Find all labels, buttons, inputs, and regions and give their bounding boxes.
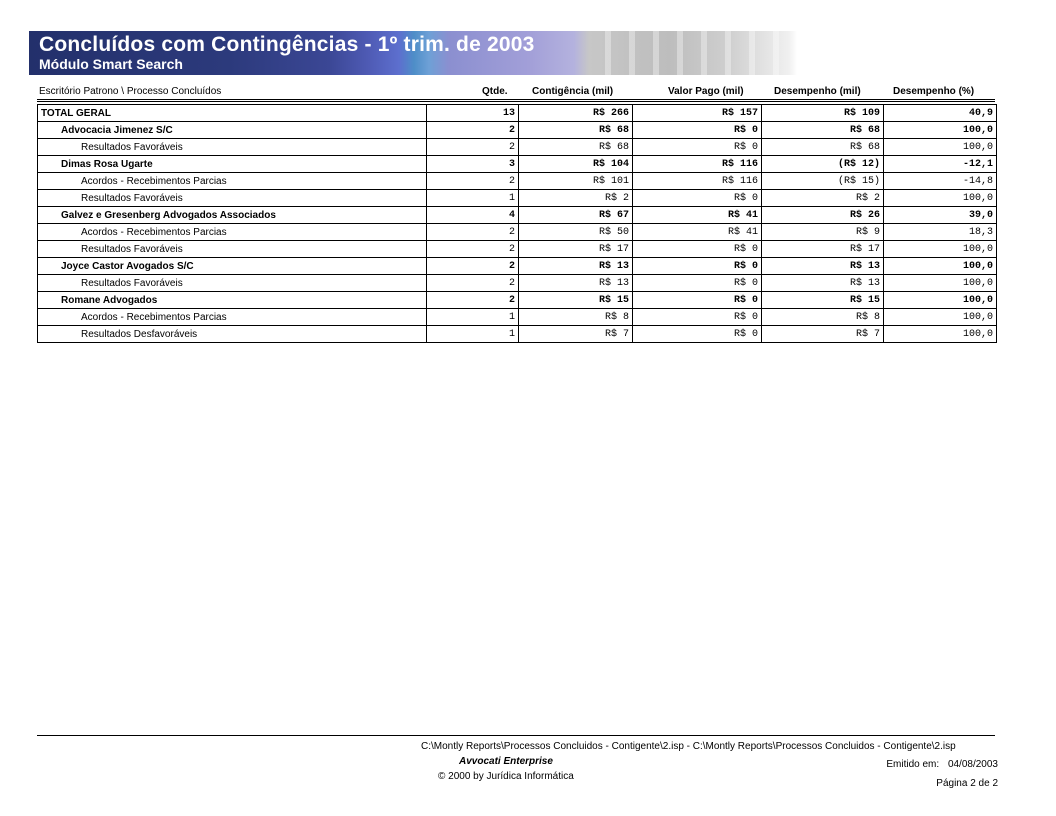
cell-contingencia: R$ 17	[519, 241, 633, 258]
cell-desempenho-mil: (R$ 12)	[762, 156, 884, 173]
cell-contingencia: R$ 15	[519, 292, 633, 309]
cell-valor-pago: R$ 157	[633, 105, 762, 122]
cell-name: Acordos - Recebimentos Parcias	[38, 309, 427, 326]
office-row	[38, 292, 997, 309]
col-header-qtde: Qtde.	[482, 86, 508, 97]
cell-valor-pago: R$ 0	[633, 241, 762, 258]
cell-desempenho-mil: R$ 15	[762, 292, 884, 309]
header-rule	[37, 101, 995, 102]
cell-desempenho-mil: R$ 8	[762, 309, 884, 326]
cell-contingencia: R$ 8	[519, 309, 633, 326]
cell-valor-pago: R$ 41	[633, 207, 762, 224]
cell-qtde: 2	[427, 241, 519, 258]
header-rule	[37, 99, 995, 100]
cell-contingencia: R$ 104	[519, 156, 633, 173]
cell-desempenho-mil: R$ 68	[762, 122, 884, 139]
detail-row	[38, 173, 997, 190]
cell-valor-pago: R$ 41	[633, 224, 762, 241]
office-row	[38, 258, 997, 275]
cell-desempenho-pct: 100,0	[884, 275, 997, 292]
table-header	[37, 85, 995, 99]
detail-row	[38, 309, 997, 326]
cell-contingencia: R$ 266	[519, 105, 633, 122]
detail-row	[38, 275, 997, 292]
cell-name: Resultados Favoráveis	[38, 241, 427, 258]
cell-name: Joyce Castor Avogados S/C	[38, 258, 427, 275]
emitted-label: Emitido em:	[886, 759, 940, 770]
cell-qtde: 2	[427, 275, 519, 292]
cell-desempenho-pct: 40,9	[884, 105, 997, 122]
cell-valor-pago: R$ 0	[633, 292, 762, 309]
footer-file-path: C:\Montly Reports\Processos Concluidos - Contigente\2.isp - C:\Montly Reports\Processos Concluidos - Contigente\2.isp	[421, 741, 956, 752]
cell-desempenho-pct: 100,0	[884, 326, 997, 343]
cell-qtde: 2	[427, 292, 519, 309]
cell-contingencia: R$ 13	[519, 275, 633, 292]
cell-qtde: 2	[427, 258, 519, 275]
cell-qtde: 3	[427, 156, 519, 173]
footer-app-name: Avvocati Enterprise	[459, 756, 553, 767]
cell-contingencia: R$ 50	[519, 224, 633, 241]
cell-desempenho-pct: 18,3	[884, 224, 997, 241]
cell-desempenho-mil: R$ 7	[762, 326, 884, 343]
cell-qtde: 2	[427, 139, 519, 156]
cell-valor-pago: R$ 0	[633, 122, 762, 139]
cell-name: Acordos - Recebimentos Parcias	[38, 224, 427, 241]
col-header-desempenho-mil: Desempenho (mil)	[774, 86, 861, 97]
detail-row	[38, 241, 997, 258]
cell-name: Acordos - Recebimentos Parcias	[38, 173, 427, 190]
cell-desempenho-mil: R$ 109	[762, 105, 884, 122]
report-banner	[29, 31, 797, 75]
cell-desempenho-pct: 39,0	[884, 207, 997, 224]
cell-name: TOTAL GERAL	[38, 105, 427, 122]
cell-desempenho-mil: R$ 17	[762, 241, 884, 258]
cell-desempenho-mil: R$ 13	[762, 258, 884, 275]
cell-valor-pago: R$ 0	[633, 309, 762, 326]
office-row	[38, 122, 997, 139]
cell-valor-pago: R$ 0	[633, 190, 762, 207]
cell-valor-pago: R$ 0	[633, 275, 762, 292]
cell-desempenho-mil: R$ 26	[762, 207, 884, 224]
cell-desempenho-pct: -14,8	[884, 173, 997, 190]
cell-valor-pago: R$ 0	[633, 326, 762, 343]
report-table	[37, 104, 997, 343]
cell-name: Resultados Favoráveis	[38, 190, 427, 207]
cell-valor-pago: R$ 116	[633, 173, 762, 190]
cell-desempenho-pct: 100,0	[884, 190, 997, 207]
cell-name: Resultados Desfavoráveis	[38, 326, 427, 343]
cell-name: Dimas Rosa Ugarte	[38, 156, 427, 173]
footer-emitted	[886, 759, 998, 770]
col-header-valor-pago: Valor Pago (mil)	[668, 86, 744, 97]
banner-decoration	[587, 31, 797, 75]
total-row	[38, 105, 997, 122]
cell-contingencia: R$ 7	[519, 326, 633, 343]
cell-valor-pago: R$ 116	[633, 156, 762, 173]
detail-row	[38, 139, 997, 156]
cell-name: Romane Advogados	[38, 292, 427, 309]
report-subtitle: Módulo Smart Search	[39, 56, 183, 72]
detail-row	[38, 224, 997, 241]
cell-desempenho-pct: 100,0	[884, 292, 997, 309]
cell-desempenho-pct: 100,0	[884, 139, 997, 156]
cell-qtde: 4	[427, 207, 519, 224]
col-header-name: Escritório Patrono \ Processo Concluídos	[39, 86, 222, 97]
cell-desempenho-mil: R$ 2	[762, 190, 884, 207]
cell-contingencia: R$ 68	[519, 122, 633, 139]
col-header-desempenho-pct: Desempenho (%)	[893, 86, 975, 97]
cell-valor-pago: R$ 0	[633, 139, 762, 156]
cell-qtde: 2	[427, 173, 519, 190]
detail-row	[38, 190, 997, 207]
cell-contingencia: R$ 2	[519, 190, 633, 207]
cell-desempenho-mil: R$ 68	[762, 139, 884, 156]
cell-desempenho-pct: 100,0	[884, 309, 997, 326]
cell-contingencia: R$ 13	[519, 258, 633, 275]
cell-desempenho-pct: -12,1	[884, 156, 997, 173]
cell-contingencia: R$ 67	[519, 207, 633, 224]
emitted-date: 04/08/2003	[947, 759, 998, 770]
cell-name: Resultados Favoráveis	[38, 139, 427, 156]
report-title: Concluídos com Contingências - 1º trim. de 2003	[39, 33, 535, 56]
office-row	[38, 207, 997, 224]
cell-name: Resultados Favoráveis	[38, 275, 427, 292]
cell-qtde: 1	[427, 309, 519, 326]
col-header-contingencia: Contigência (mil)	[532, 86, 614, 97]
cell-valor-pago: R$ 0	[633, 258, 762, 275]
cell-desempenho-mil: (R$ 15)	[762, 173, 884, 190]
detail-row	[38, 326, 997, 343]
cell-qtde: 1	[427, 326, 519, 343]
cell-name: Advocacia Jimenez S/C	[38, 122, 427, 139]
footer-copyright: © 2000 by Jurídica Informática	[438, 771, 574, 782]
cell-qtde: 1	[427, 190, 519, 207]
page-number: Página 2 de 2	[936, 778, 998, 789]
cell-qtde: 13	[427, 105, 519, 122]
cell-desempenho-pct: 100,0	[884, 122, 997, 139]
cell-name: Galvez e Gresenberg Advogados Associados	[38, 207, 427, 224]
cell-qtde: 2	[427, 224, 519, 241]
footer-rule	[37, 735, 995, 736]
cell-qtde: 2	[427, 122, 519, 139]
cell-desempenho-mil: R$ 13	[762, 275, 884, 292]
cell-desempenho-pct: 100,0	[884, 258, 997, 275]
office-row	[38, 156, 997, 173]
cell-contingencia: R$ 68	[519, 139, 633, 156]
cell-desempenho-mil: R$ 9	[762, 224, 884, 241]
cell-desempenho-pct: 100,0	[884, 241, 997, 258]
cell-contingencia: R$ 101	[519, 173, 633, 190]
